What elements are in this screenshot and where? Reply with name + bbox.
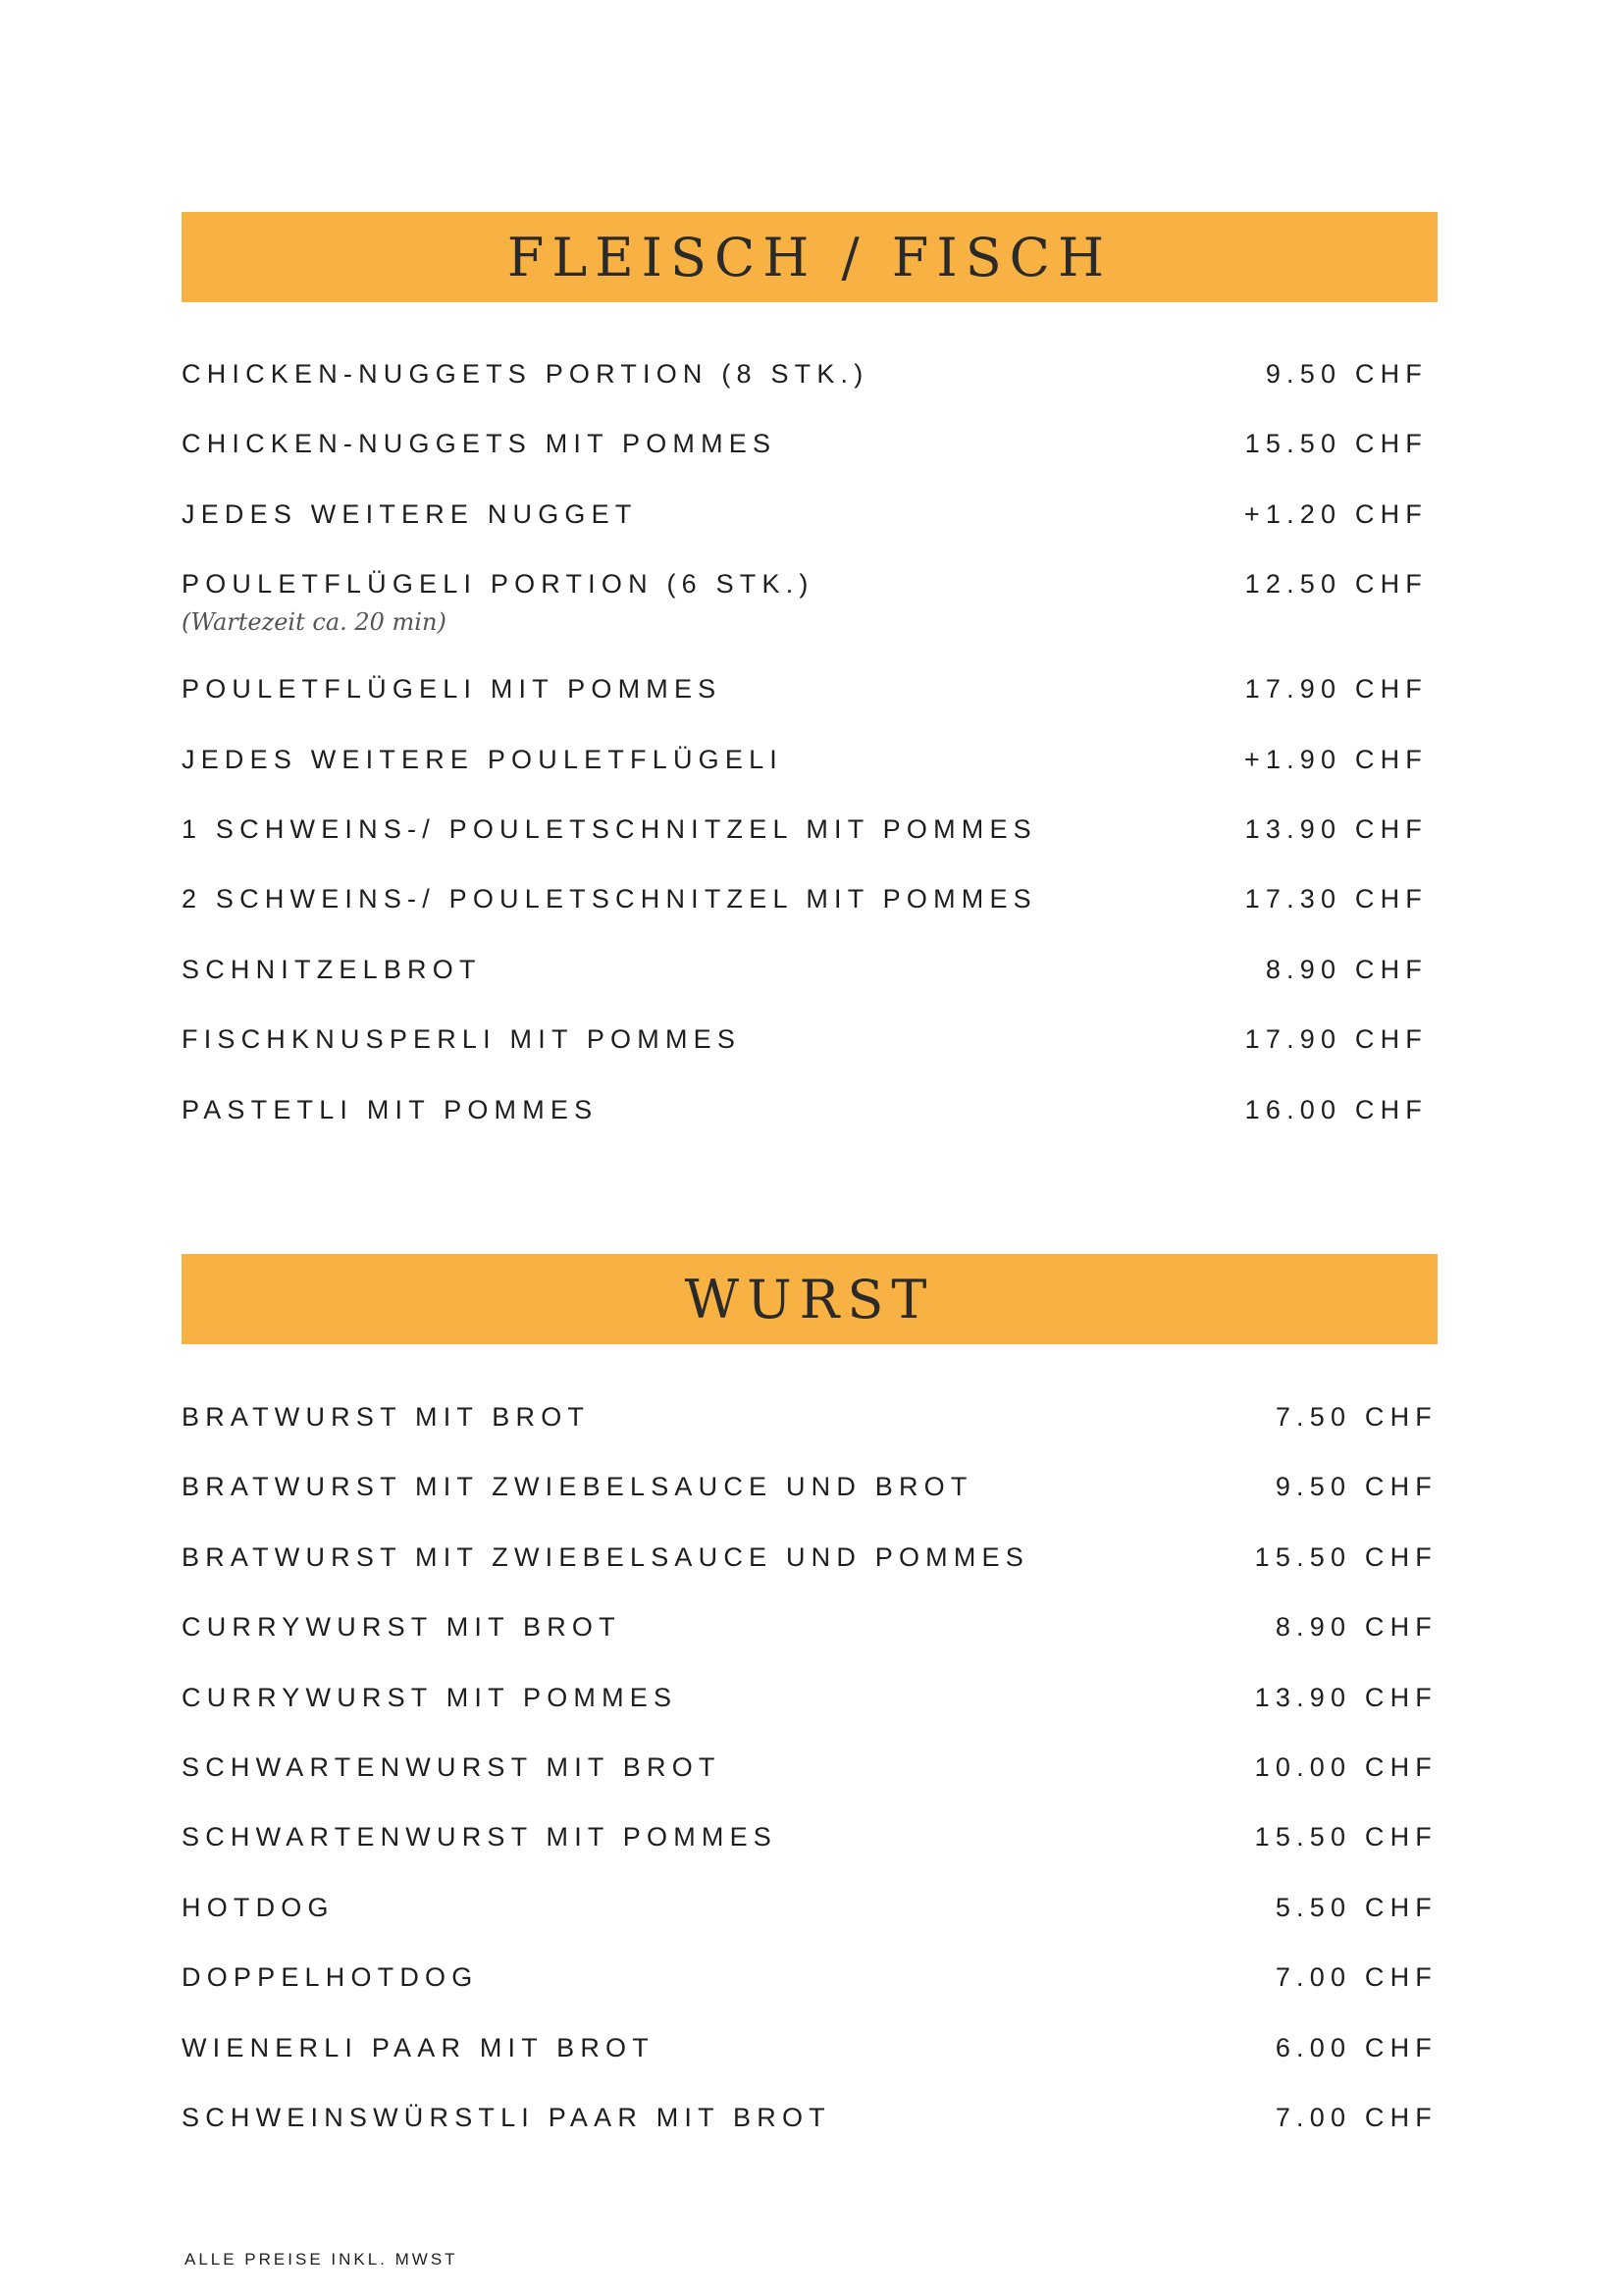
item-name: CURRYWURST MIT POMMES xyxy=(182,1683,678,1712)
item-price: 7.00 CHF xyxy=(1275,1962,1438,1992)
section-banner-fleisch-fisch xyxy=(182,212,1438,302)
item-price: 9.50 CHF xyxy=(1265,359,1428,389)
item-name: POULETFLÜGELI MIT POMMES xyxy=(182,674,722,704)
item-name: BRATWURST MIT BROT xyxy=(182,1402,591,1432)
menu-item xyxy=(182,745,1438,784)
item-price: 13.90 CHF xyxy=(1254,1683,1438,1712)
menu-item xyxy=(182,2103,1438,2142)
price-footnote: ALLE PREISE INKL. MWST xyxy=(184,2250,458,2269)
item-name: SCHWARTENWURST MIT BROT xyxy=(182,1752,721,1782)
item-price: 15.50 CHF xyxy=(1244,429,1428,458)
menu-item xyxy=(182,814,1438,854)
menu-item xyxy=(182,569,1438,636)
menu-item xyxy=(182,1612,1438,1651)
menu-item xyxy=(182,955,1438,994)
item-name: FISCHKNUSPERLI MIT POMMES xyxy=(182,1024,742,1054)
item-name: CURRYWURST MIT BROT xyxy=(182,1612,621,1642)
item-price: 10.00 CHF xyxy=(1254,1752,1438,1782)
item-name: DOPPELHOTDOG xyxy=(182,1962,479,1992)
item-price: 5.50 CHF xyxy=(1275,1893,1438,1922)
item-name: WIENERLI PAAR MIT BROT xyxy=(182,2033,655,2062)
item-price: +1.90 CHF xyxy=(1243,745,1428,774)
menu-item xyxy=(182,1402,1438,1441)
item-price: +1.20 CHF xyxy=(1243,499,1428,529)
item-name: CHICKEN-NUGGETS PORTION (8 STK.) xyxy=(182,359,869,389)
item-name: POULETFLÜGELI PORTION (6 STK.) xyxy=(182,569,814,599)
item-price: 8.90 CHF xyxy=(1275,1612,1438,1642)
item-price: 8.90 CHF xyxy=(1265,955,1428,984)
menu-item xyxy=(182,429,1438,468)
menu-item xyxy=(182,1472,1438,1511)
item-name: BRATWURST MIT ZWIEBELSAUCE UND POMMES xyxy=(182,1542,1029,1572)
item-name: HOTDOG xyxy=(182,1893,335,1922)
menu-item xyxy=(182,1822,1438,1861)
item-name: 1 SCHWEINS-/ POULETSCHNITZEL MIT POMMES xyxy=(182,814,1037,844)
menu-item xyxy=(182,674,1438,713)
item-price: 16.00 CHF xyxy=(1244,1095,1428,1124)
item-price: 6.00 CHF xyxy=(1275,2033,1438,2062)
item-name: JEDES WEITERE NUGGET xyxy=(182,499,638,529)
menu-item xyxy=(182,359,1438,398)
section-title: FLEISCH / FISCH xyxy=(506,226,1113,288)
menu-item xyxy=(182,1542,1438,1582)
menu-item xyxy=(182,499,1438,539)
item-name: BRATWURST MIT ZWIEBELSAUCE UND BROT xyxy=(182,1472,973,1501)
item-price: 13.90 CHF xyxy=(1244,814,1428,844)
item-name: 2 SCHWEINS-/ POULETSCHNITZEL MIT POMMES xyxy=(182,884,1037,913)
item-name: CHICKEN-NUGGETS MIT POMMES xyxy=(182,429,777,458)
menu-item xyxy=(182,1893,1438,1932)
item-price: 17.90 CHF xyxy=(1244,674,1428,704)
menu-item xyxy=(182,1024,1438,1064)
item-name: SCHWARTENWURST MIT POMMES xyxy=(182,1822,778,1852)
menu-item xyxy=(182,884,1438,923)
item-price: 15.50 CHF xyxy=(1254,1822,1438,1852)
item-price: 15.50 CHF xyxy=(1254,1542,1438,1572)
item-price: 7.50 CHF xyxy=(1275,1402,1438,1432)
menu-item xyxy=(182,1752,1438,1792)
item-name: PASTETLI MIT POMMES xyxy=(182,1095,599,1124)
item-name: JEDES WEITERE POULETFLÜGELI xyxy=(182,745,783,774)
item-note: (Wartezeit ca. 20 min) xyxy=(182,608,446,636)
item-price: 17.30 CHF xyxy=(1244,884,1428,913)
section-banner-wurst xyxy=(182,1254,1438,1344)
item-price: 17.90 CHF xyxy=(1244,1024,1428,1054)
menu-item xyxy=(182,1683,1438,1722)
item-price: 12.50 CHF xyxy=(1244,569,1428,599)
menu-item xyxy=(182,1962,1438,2002)
item-name: SCHWEINSWÜRSTLI PAAR MIT BROT xyxy=(182,2103,831,2132)
item-name: SCHNITZELBROT xyxy=(182,955,482,984)
section-title: WURST xyxy=(684,1268,935,1331)
menu-item xyxy=(182,2033,1438,2072)
item-price: 7.00 CHF xyxy=(1275,2103,1438,2132)
menu-item xyxy=(182,1095,1438,1134)
item-price: 9.50 CHF xyxy=(1275,1472,1438,1501)
